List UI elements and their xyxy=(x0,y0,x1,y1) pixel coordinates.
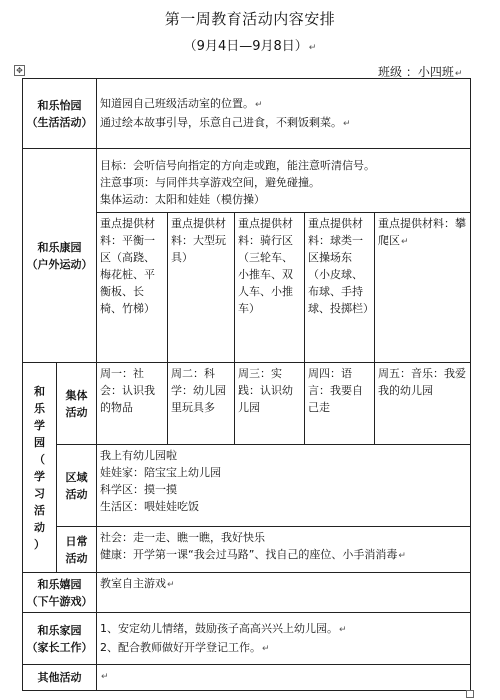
area-activity-label: 区域 活动 xyxy=(57,445,97,527)
row-daily-activity xyxy=(23,527,471,573)
family-work-content: 1、安定幼儿情绪，鼓励孩子高高兴兴上幼儿园。↵ 2、配合教师做好开学登记工作。↵ xyxy=(97,613,471,665)
daily-activity-label: 日常 活动 xyxy=(57,527,97,573)
outdoor-activity-header: 和乐康园 （户外运动） xyxy=(23,149,97,363)
class-label: 班级 ：小四班↵ xyxy=(378,65,463,79)
study-activity-header: 和 乐 学 园 （ 学 习 活 动 ） xyxy=(23,363,57,573)
other-activity-content: ↵ xyxy=(97,665,471,691)
row-outdoor-text xyxy=(23,149,471,213)
material-cell: 重点提供材料：大型玩具） xyxy=(168,213,235,363)
outdoor-activity-content xyxy=(97,149,471,213)
group-activity-day: 周四：语言：我要自己走 xyxy=(305,363,375,445)
group-activity-day: 周二：科学：幼儿园里玩具多 xyxy=(168,363,235,445)
row-afternoon-play xyxy=(23,573,471,613)
daily-activity-content: 社会：走一走、瞧一瞧，我好快乐 健康：开学第一课“我会过马路”、找自己的座位、小手消消毒↵ xyxy=(97,527,471,573)
material-cell: 重点提供材料：骑行区（三轮车、小推车、双人车、小推车） xyxy=(235,213,305,363)
area-activity-content: 我上有幼儿园啦 娃娃家：陪宝宝上幼儿园 科学区：摸一摸 生活区：喂娃娃吃饭 xyxy=(97,445,471,527)
outdoor-notice: 注意事项：与同伴共享游戏空间，避免碰撞。 xyxy=(100,176,320,189)
outdoor-goal: 目标：会听信号向指定的方向走或跑，能注意听清信号。 xyxy=(100,159,375,172)
row-group-activity xyxy=(23,363,471,445)
group-activity-label: 集体 活动 xyxy=(57,363,97,445)
table-resize-handle-icon[interactable] xyxy=(466,690,474,698)
paragraph-mark-icon: ↵ xyxy=(454,69,463,79)
group-activity-day: 周五：音乐：我爱我的幼儿园 xyxy=(375,363,471,445)
row-life-activity xyxy=(23,79,471,149)
schedule-table xyxy=(22,78,471,691)
group-activity-day: 周一：社会：认识我的物品 xyxy=(97,363,168,445)
other-activity-header: 其他活动 xyxy=(23,665,97,691)
afternoon-play-content: 教室自主游戏↵ xyxy=(97,573,471,613)
life-activity-content xyxy=(97,79,471,149)
row-other-activity xyxy=(23,665,471,691)
life-line-1: 知道园自己班级活动室的位置。↵ xyxy=(100,96,263,110)
material-cell: 重点提供材料：球类一区操场东（小皮球、布球、手持球、投掷栏） xyxy=(305,213,375,363)
afternoon-play-header: 和乐嬉园 （下午游戏） xyxy=(23,573,97,613)
material-cell: 重点提供材料：攀爬区↵ xyxy=(375,213,471,363)
row-area-activity xyxy=(23,445,471,527)
row-family-work xyxy=(23,613,471,665)
life-line-2: 通过绘本故事引导，乐意自己进食，不剩饭剩菜。↵ xyxy=(100,115,351,129)
family-work-header: 和乐家园 （家长工作） xyxy=(23,613,97,665)
group-activity-day: 周三：实践：认识幼儿园 xyxy=(235,363,305,445)
life-activity-header: 和乐怡园 （生活活动） xyxy=(23,79,97,149)
material-cell: 重点提供材料：平衡一区（高跷、梅花桩、平衡板、长椅、竹梯） xyxy=(97,213,168,363)
paragraph-mark-icon: ↵ xyxy=(308,43,317,53)
page-title: 第一周教育活动内容安排 xyxy=(164,10,336,28)
page-subtitle: （9月4日—9月8日）↵ xyxy=(183,39,317,54)
outdoor-group-exercise: 集体运动：太阳和娃娃（模仿操） xyxy=(100,193,265,206)
table-move-handle-icon[interactable]: ✥ xyxy=(14,65,25,76)
